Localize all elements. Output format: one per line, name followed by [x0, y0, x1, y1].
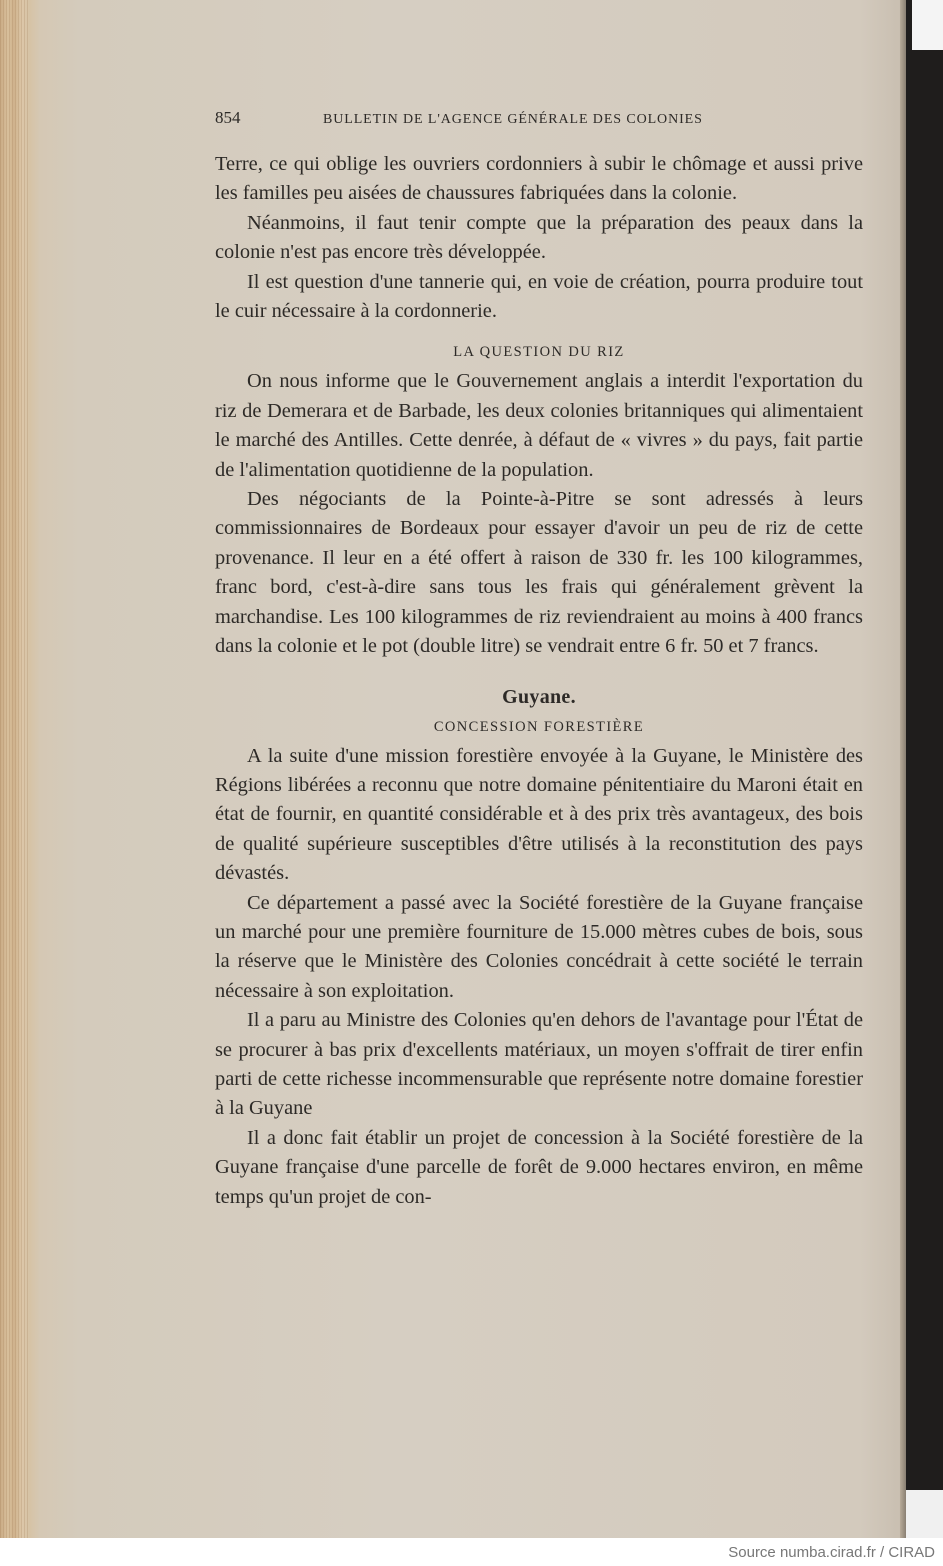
paragraph-8: Il a paru au Ministre des Colonies qu'en dehors de l'avantage pour l'État de se procurer à bas prix d'excellents matériaux, un moyen s'offrait de tirer enfin parti de cette richesse incommensurable que représente notre domaine forestier à la Guyane: [215, 1009, 863, 1120]
paragraph-7: Ce département a passé avec la Société forestière de la Guyane française un marché pour une première fourniture de 15.000 mètres cubes de bois, sous la réserve que le Ministère des Colonies concédrait à cette société le terrain nécessaire à son exploitation.: [215, 891, 863, 1002]
running-title: BULLETIN DE L'AGENCE GÉNÉRALE DES COLONIES: [323, 112, 703, 127]
paragraph-2: Néanmoins, il faut tenir compte que la préparation des peaux dans la colonie n'est pas encore très développée.: [215, 211, 863, 264]
paragraph-6: A la suite d'une mission forestière envoyée à la Guyane, le Ministère des Régions libérées a reconnu que notre domaine pénitentiaire du Maroni était en état de fournir, en quantité considérable et à des prix très avantageux, des bois de qualité supérieure susceptibles d'être utilisés à la reconstitution des pays dévastés.: [215, 744, 863, 885]
page-text-block: [215, 108, 863, 1212]
paragraph-1: Terre, ce qui oblige les ouvriers cordonniers à subir le chômage et aussi prive les familles peu aisées de chaussures fabriquées dans la colonie.: [215, 153, 863, 205]
paragraph-3: Il est question d'une tannerie qui, en voie de création, pourra produire tout le cuir nécessaire à la cordonnerie.: [215, 270, 863, 323]
subheading-concession: CONCESSION FORESTIÈRE: [433, 718, 645, 735]
paragraph-5: Des négociants de la Pointe-à-Pitre se sont adressés à leurs commissionnaires de Bordeaux pour essayer d'avoir un peu de riz de cette provenance. Il leur en a été offert à raison de 330 fr. les 100 kilogrammes, franc bord, c'est-à-dire sans tous les frais qui généralement grèvent la marchandise. Les 100 kilogrammes de riz reviendraient au moins à 400 francs dans la colonie et le pot (double litre) se vendrait entre 6 fr. 50 et 7 francs.: [215, 488, 863, 658]
binding-top-gap: [912, 0, 943, 50]
page-number: 854: [215, 108, 241, 127]
book-binding: [906, 0, 943, 1538]
section-heading-guyane: Guyane.: [502, 685, 576, 708]
paragraph-9: Il a donc fait établir un projet de concession à la Société forestière de la Guyane française d'une parcelle de forêt de 9.000 hectares environ, en même temps qu'un projet de con-: [215, 1126, 863, 1208]
page-edge-stack: [0, 0, 30, 1538]
paragraph-4: On nous informe que le Gouvernement anglais a interdit l'exportation du riz de Demerara et de Barbade, les deux colonies britanniques qui alimentaient le marché des Antilles. Cette denrée, à défaut de « vivres » du pays, fait partie de l'alimentation quotidienne de la population.: [215, 370, 863, 481]
running-header: [215, 108, 863, 128]
subheading-riz: LA QUESTION DU RIZ: [453, 344, 625, 361]
source-credit: Source numba.cirad.fr / CIRAD: [728, 1544, 935, 1561]
binding-bottom-gap: [906, 1490, 943, 1538]
